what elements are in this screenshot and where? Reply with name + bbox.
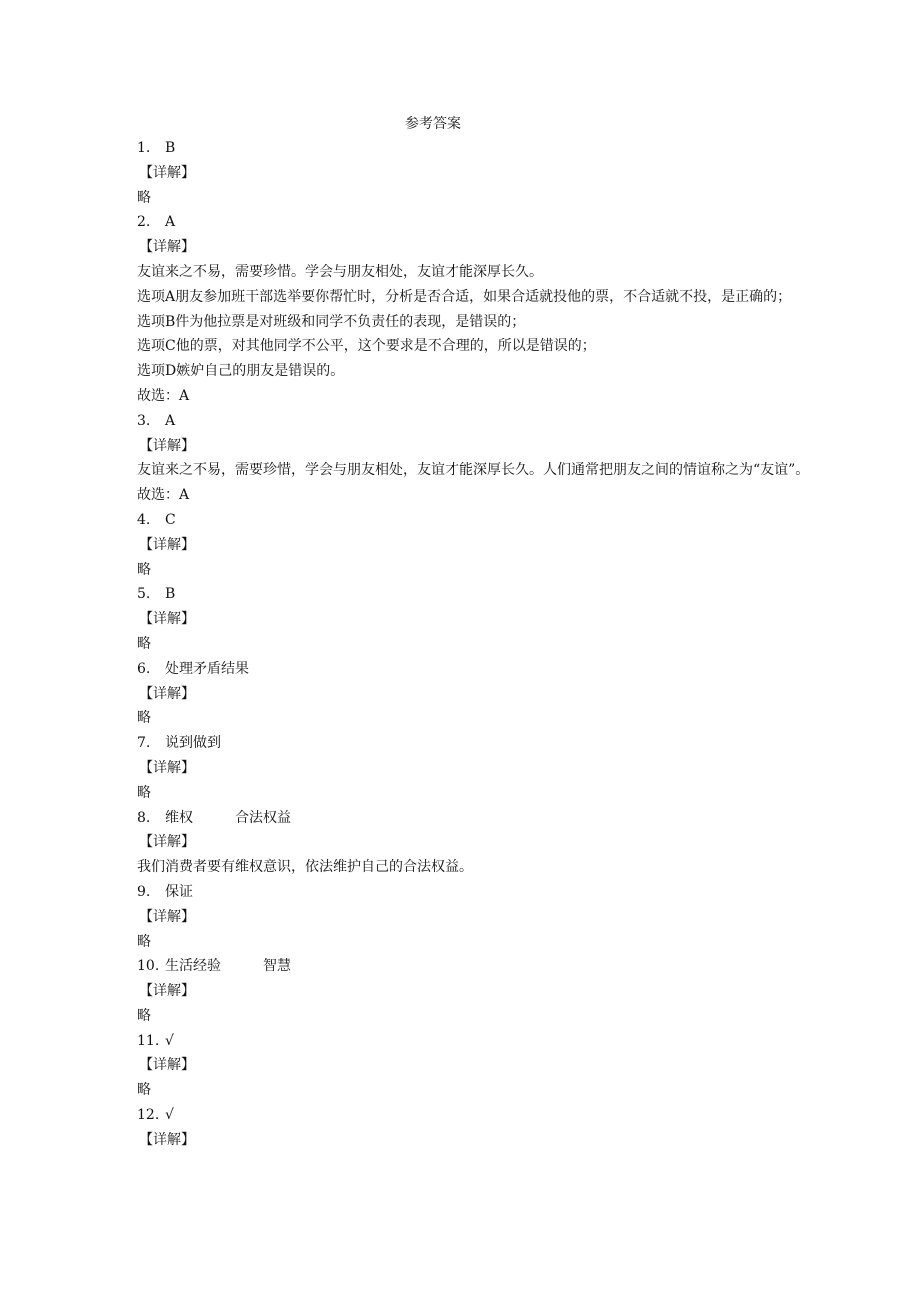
page-title: 参考答案 <box>405 116 461 132</box>
item-answer-second: 智慧 <box>263 958 291 975</box>
item-answer-second: 合法权益 <box>235 809 291 826</box>
item-number: 7. <box>137 735 151 752</box>
item-answer: √ <box>165 1107 174 1124</box>
answer-line-11 <box>137 1029 827 1054</box>
detail-label: 【详解】 <box>139 1131 195 1148</box>
detail-label: 【详解】 <box>139 834 195 851</box>
explanation-text: 选项A朋友参加班干部选举要你帮忙时，分析是否合适，如果合适就投他的票，不合适就不投，是正确的； <box>137 288 792 305</box>
detail-label: 【详解】 <box>139 611 195 628</box>
explanation-text: 略 <box>137 1007 151 1024</box>
answer-line-12 <box>137 1103 827 1128</box>
item-number: 11. <box>137 1032 160 1049</box>
item-answer: 说到做到 <box>165 735 221 752</box>
detail-label: 【详解】 <box>139 536 195 553</box>
explanation-text: 略 <box>137 933 151 950</box>
explanation-text: 故选：A <box>137 387 190 404</box>
item-answer: 处理矛盾结果 <box>165 660 249 677</box>
item-number: 10. <box>137 958 160 975</box>
answer-line-5 <box>137 582 827 607</box>
explanation-text: 我们消费者要有维权意识，依法维护自己的合法权益。 <box>137 859 473 876</box>
answer-line-8 <box>137 806 827 831</box>
explanation-text: 略 <box>137 710 151 727</box>
item-number: 12. <box>137 1107 160 1124</box>
item-number: 9. <box>137 883 151 900</box>
answer-line-10 <box>137 954 827 979</box>
item-answer: 生活经验 <box>165 958 221 975</box>
answer-line-4 <box>137 508 827 533</box>
explanation-text: 略 <box>137 1082 151 1099</box>
answer-line-7 <box>137 731 827 756</box>
answer-line-3 <box>137 409 827 434</box>
explanation-text: 友谊来之不易，需要珍惜，学会与朋友相处，友谊才能深厚长久。人们通常把朋友之间的情谊称之为“友谊”。 <box>137 462 810 479</box>
item-answer: A <box>165 214 176 231</box>
answer-line-9 <box>137 880 827 905</box>
detail-label: 【详解】 <box>139 908 195 925</box>
answer-line-6 <box>137 657 827 682</box>
detail-label: 【详解】 <box>139 437 195 454</box>
detail-label: 【详解】 <box>139 164 195 181</box>
item-number: 4. <box>137 511 151 528</box>
explanation-text: 选项D嫉妒自己的朋友是错误的。 <box>137 363 345 380</box>
item-answer: A <box>165 412 176 429</box>
item-number: 2. <box>137 214 151 231</box>
item-answer: 维权 <box>165 809 193 826</box>
item-answer: C <box>165 511 176 528</box>
answer-line-2 <box>137 210 827 235</box>
item-number: 1. <box>137 140 151 156</box>
explanation-text: 友谊来之不易，需要珍惜。学会与朋友相处，友谊才能深厚长久。 <box>137 263 543 280</box>
detail-label: 【详解】 <box>139 983 195 1000</box>
explanation-text: 略 <box>137 189 151 206</box>
explanation-text: 略 <box>137 561 151 578</box>
item-number: 6. <box>137 660 151 677</box>
item-answer: B <box>165 140 176 156</box>
detail-label: 【详解】 <box>139 759 195 776</box>
item-number: 3. <box>137 412 151 429</box>
answer-line-1 <box>137 136 827 161</box>
detail-label: 【详解】 <box>139 1057 195 1074</box>
item-number: 5. <box>137 586 151 603</box>
item-answer: 保证 <box>165 883 193 900</box>
detail-label: 【详解】 <box>139 685 195 702</box>
explanation-text: 选项B件为他拉票是对班级和同学不负责任的表现，是错误的； <box>137 313 526 330</box>
explanation-text: 故选：A <box>137 487 190 504</box>
explanation-text: 选项C他的票，对其他同学不公平，这个要求是不合理的，所以是错误的； <box>137 338 596 355</box>
item-answer: √ <box>165 1032 174 1049</box>
explanation-text: 略 <box>137 635 151 652</box>
detail-label: 【详解】 <box>139 239 195 256</box>
item-answer: B <box>165 586 176 603</box>
item-number: 8. <box>137 809 151 826</box>
answer-list <box>137 136 827 1153</box>
explanation-text: 略 <box>137 784 151 801</box>
